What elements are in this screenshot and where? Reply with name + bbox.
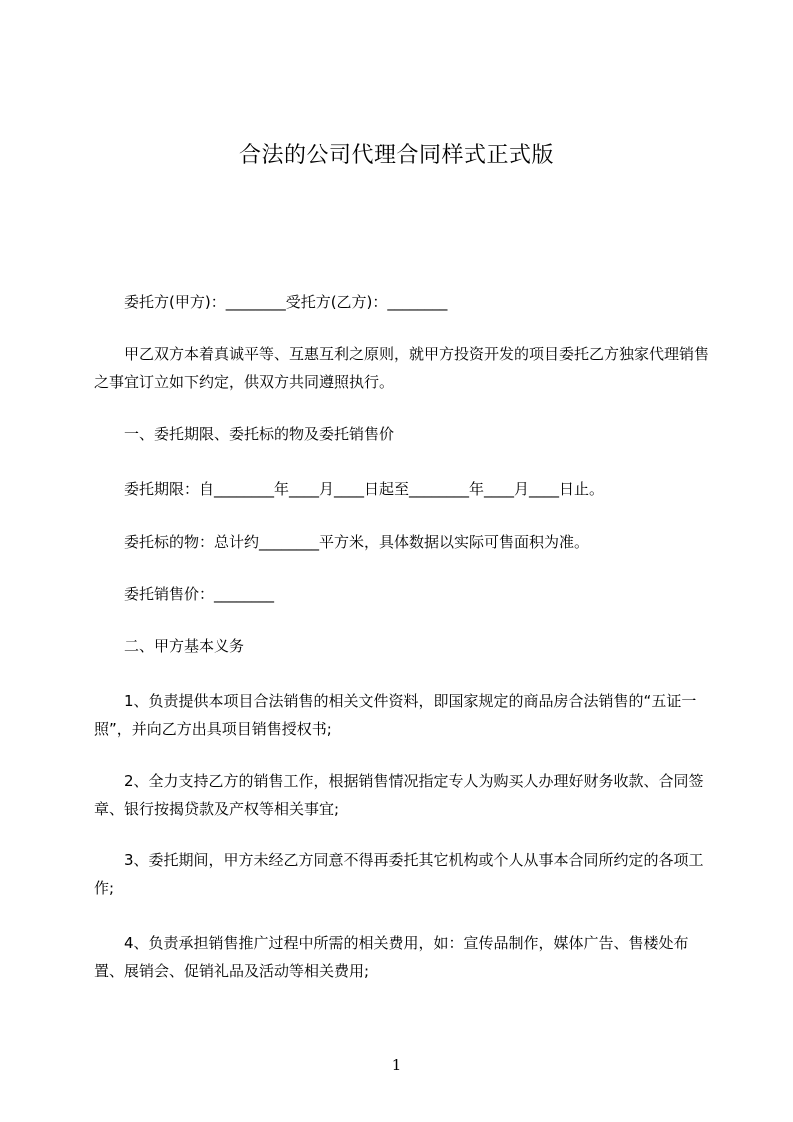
preamble-paragraph: 甲乙双方本着真诚平等、互惠互利之原则，就甲方投资开发的项目委托乙方独家代理销售之事宜订立如下约定，供双方共同遵照执行。 bbox=[94, 345, 710, 391]
entrust-object-line: 委托标的物：总计约________平方米，具体数据以实际可售面积为准。 bbox=[124, 533, 590, 551]
entrust-period-line: 委托期限：自________年____月____日起至________年____月____日止。 bbox=[124, 480, 605, 498]
document-title: 合法的公司代理合同样式正式版 bbox=[238, 143, 554, 168]
section-heading-2: 二、甲方基本义务 bbox=[124, 637, 245, 655]
obligation-item-3: 3、委托期间，甲方未经乙方同意不得再委托其它机构或个人从事本合同所约定的各项工作; bbox=[94, 851, 704, 897]
section-heading-1: 一、委托期限、委托标的物及委托销售价 bbox=[124, 425, 395, 443]
parties-line: 委托方(甲方)：________受托方(乙方)：________ bbox=[124, 293, 448, 311]
page-number: 1 bbox=[391, 1056, 402, 1074]
obligation-item-4: 4、负责承担销售推广过程中所需的相关费用，如：宣传品制作，媒体广告、售楼处布置、展销会、促销礼品及活动等相关费用; bbox=[94, 934, 689, 980]
obligation-item-1: 1、负责提供本项目合法销售的相关文件资料，即国家规定的商品房合法销售的“五证一照”，并向乙方出具项目销售授权书; bbox=[94, 692, 697, 738]
entrust-price-line: 委托销售价：________ bbox=[124, 585, 275, 603]
obligation-item-2: 2、全力支持乙方的销售工作，根据销售情况指定专人为购买人办理好财务收款、合同签章、银行按揭贷款及产权等相关事宜; bbox=[94, 772, 704, 818]
